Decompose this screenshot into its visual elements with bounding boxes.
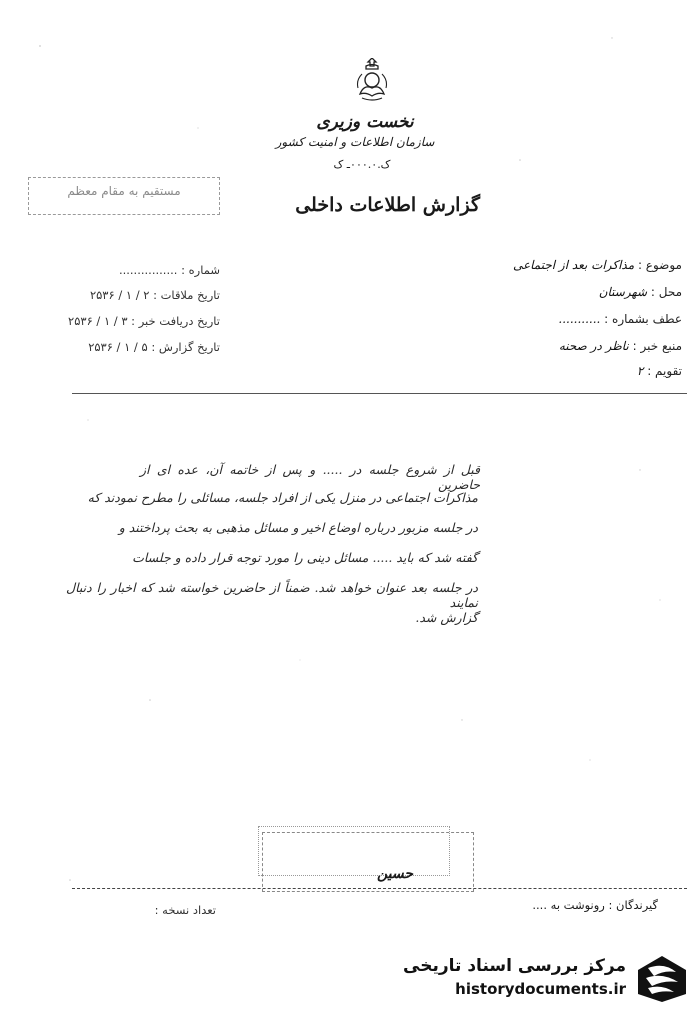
body-line-5: در جلسه بعد عنوان خواهد شد. ضمناً از حاضرین خواسته شد که اخبار را دنبال نمایند — [66, 580, 478, 610]
meta-meeting-date-label: تاریخ ملاقات : — [153, 288, 220, 302]
field-evaluation-label: تقویم : — [647, 364, 682, 378]
meta-number-label: شماره : — [181, 263, 220, 277]
footer-divider — [72, 888, 687, 889]
meta-number — [30, 263, 220, 277]
watermark-url: historydocuments.ir — [455, 980, 626, 998]
field-location-label: محل : — [650, 285, 682, 299]
copies-count: تعداد نسخه : — [154, 903, 216, 917]
header-title: نخست وزیری — [316, 112, 414, 132]
field-subject-value: مذاکرات بعد از اجتماعی — [512, 258, 635, 272]
header-divider — [72, 393, 687, 394]
meta-report-date — [30, 340, 220, 354]
meta-received-date-value: ۳ / ۱ / ۲۵۳۶ — [68, 314, 128, 328]
recipients — [358, 898, 658, 912]
field-subject — [442, 258, 682, 272]
recipients-label: گیرندگان : — [608, 898, 658, 912]
field-subject-label: موضوع : — [637, 258, 682, 272]
lion-and-sun-emblem-icon — [352, 58, 392, 104]
meta-number-value: ................ — [118, 263, 178, 277]
field-evaluation-value: ۲ — [636, 364, 644, 378]
meta-received-date — [30, 314, 220, 328]
field-evaluation — [442, 364, 682, 378]
meta-report-date-label: تاریخ گزارش : — [151, 340, 220, 354]
body-line-2: مذاکرات اجتماعی در منزل یکی از افراد جلسه، مسائلی را مطرح نمودند که — [87, 490, 478, 505]
body-line-4: گفته شد که باید ..... مسائل دینی را مورد توجه قرار داده و جلسات — [132, 550, 478, 565]
stamp-text: مستقیم به مقام معظم — [67, 184, 181, 198]
meta-meeting-date — [30, 288, 220, 302]
body-line-6: گزارش شد. — [415, 610, 478, 625]
signature: حسین — [376, 866, 414, 882]
field-source — [442, 339, 682, 353]
field-source-label: منبع خبر : — [632, 339, 682, 353]
field-source-value: ناظر در صحنه — [558, 339, 629, 353]
meta-meeting-date-value: ۲ / ۱ / ۲۵۳۶ — [89, 288, 150, 302]
watermark — [398, 950, 694, 1008]
meta-received-date-label: تاریخ دریافت خبر : — [131, 314, 220, 328]
report-title: گزارش اطلاعات داخلی — [295, 194, 480, 216]
recipients-value: رونوشت به .... — [532, 898, 605, 912]
archive-logo-icon — [634, 954, 690, 1004]
field-reference — [442, 312, 682, 326]
header-code: ک.۰۰۰.۰ـ ک — [333, 158, 391, 171]
watermark-name: مرکز بررسی اسناد تاریخی — [403, 956, 626, 976]
header-organization: سازمان اطلاعات و امنیت کشور — [275, 135, 435, 149]
field-location — [442, 285, 682, 299]
meta-report-date-value: ۵ / ۱ / ۲۵۳۶ — [88, 340, 148, 354]
body-line-3: در جلسه مزبور درباره اوضاع اخیر و مسائل مذهبی به بحث پرداختند و — [118, 520, 478, 535]
field-reference-label: عطف بشماره : — [604, 312, 682, 326]
field-reference-value: ........... — [558, 312, 601, 326]
body-line-1: قبل از شروع جلسه در ..... و پس از خاتمه آن، عده ای از حاضرین — [140, 462, 480, 492]
field-location-value: شهرستان — [598, 285, 648, 299]
